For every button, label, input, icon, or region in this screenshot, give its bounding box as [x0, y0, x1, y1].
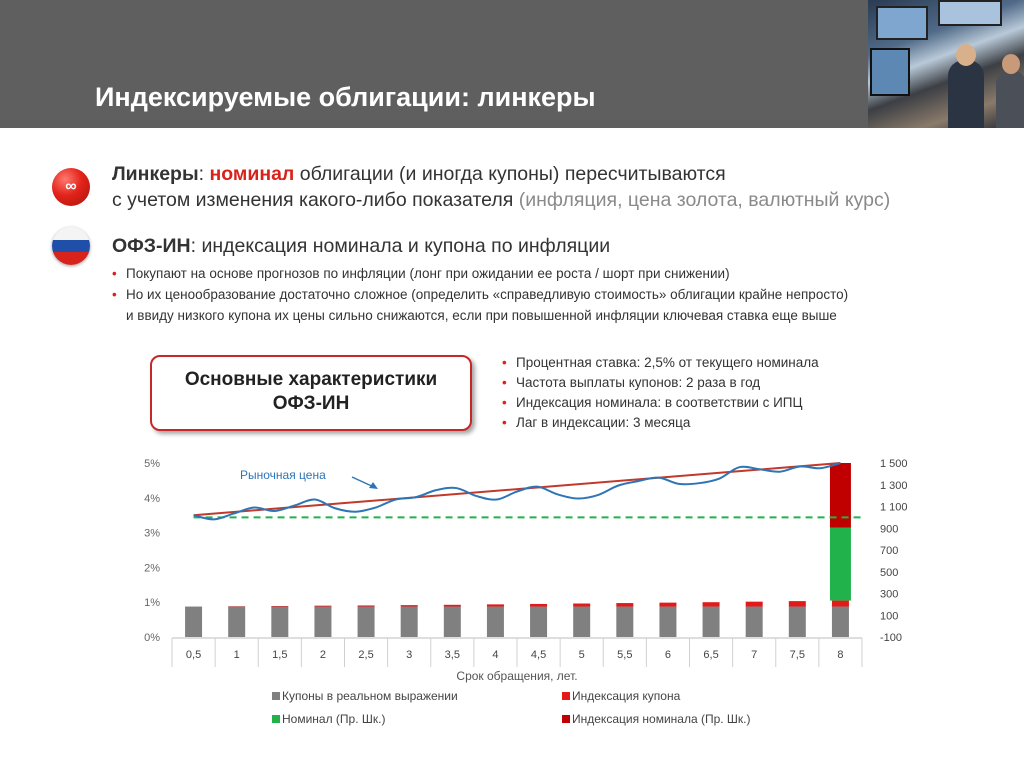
x-tick-label: 3 [406, 649, 413, 661]
right-axis-tick: 300 [880, 588, 899, 601]
bar-real-coupon [401, 607, 418, 637]
characteristics-item-3: • Индексация номинала: в соответствии с ИПЦ [502, 393, 819, 413]
x-tick-label: 2 [319, 649, 326, 661]
right-axis-tick: 500 [880, 566, 899, 579]
bar-coupon-indexation [832, 601, 849, 607]
x-tick-label: 7,5 [789, 649, 805, 661]
bar-real-coupon [314, 607, 331, 637]
bar-real-coupon [185, 607, 202, 637]
bar-coupon-indexation [789, 601, 806, 606]
x-tick-label: 6,5 [703, 649, 719, 661]
x-axis-title: Срок обращения, лет. [456, 669, 578, 683]
bar-real-coupon [746, 607, 763, 637]
page-title: Индексируемые облигации: линкеры [95, 82, 596, 112]
bar-coupon-indexation [444, 605, 461, 607]
legend-label: Индексация купона [572, 689, 681, 703]
bar-real-coupon [616, 607, 633, 637]
bar-coupon-indexation [703, 602, 720, 606]
bar-coupon-indexation [401, 605, 418, 606]
bar-real-coupon [659, 607, 676, 637]
link-icon: ∞ [52, 168, 90, 206]
x-tick-label: 4 [492, 649, 499, 661]
bar-real-coupon [358, 607, 375, 637]
ofz-bullet-2-cont: и ввиду низкого купона их цены сильно снижаются, если при повышенной инфляции ключевая ставка еще выше [126, 308, 837, 323]
ofz-bullet-2: • Но их ценообразование достаточно сложное (определить «справедливую стоимость» облигации крайне непросто) [112, 284, 848, 305]
bar-coupon-indexation [573, 604, 590, 607]
bar-nominal [830, 528, 851, 601]
bar-real-coupon [228, 607, 245, 637]
bar-real-coupon [789, 607, 806, 637]
x-tick-label: 6 [664, 649, 671, 661]
bar-coupon-indexation [314, 606, 331, 607]
x-tick-label: 0,5 [185, 649, 202, 661]
bar-coupon-indexation [358, 605, 375, 606]
legend-label: Индексация номинала (Пр. Шк.) [572, 712, 751, 726]
bar-coupon-indexation [271, 606, 288, 607]
left-axis-tick: 2% [144, 562, 160, 575]
bar-coupon-indexation [530, 604, 547, 607]
left-axis-tick: 0% [144, 632, 160, 644]
x-tick-label: 1 [233, 649, 240, 661]
left-axis-tick: 4% [144, 492, 160, 505]
x-tick-label: 4,5 [530, 649, 547, 661]
linkers-label: Линкеры [112, 163, 199, 185]
legend-swatch [272, 692, 280, 700]
bar-coupon-indexation [616, 603, 633, 606]
bar-real-coupon [703, 607, 720, 637]
left-axis-tick: 3% [144, 527, 160, 540]
legend-swatch [562, 715, 570, 723]
linkers-line-1-rest: облигации (и иногда купоны) пересчитываются [294, 163, 726, 185]
x-tick-label: 8 [837, 649, 844, 661]
bar-real-coupon [271, 607, 288, 637]
right-axis-tick: 1 100 [880, 501, 908, 514]
right-axis-tick: 1 300 [880, 479, 908, 492]
right-axis-tick: -100 [880, 632, 903, 644]
right-axis-tick: 900 [880, 523, 899, 536]
bar-coupon-indexation [487, 604, 504, 606]
left-axis-tick: 1% [144, 597, 160, 610]
ofz-heading-rest: : индексация номинала и купона по инфляции [190, 235, 611, 257]
right-axis-tick: 1 500 [880, 458, 908, 470]
bar-real-coupon [832, 607, 849, 637]
x-tick-label: 2,5 [358, 649, 374, 661]
x-tick-label: 5,5 [617, 649, 633, 661]
bar-real-coupon [573, 607, 590, 637]
colon: : [198, 163, 210, 185]
legend-swatch [272, 715, 280, 723]
bar-coupon-indexation [746, 602, 763, 607]
legend-label: Номинал (Пр. Шк.) [282, 712, 386, 726]
characteristics-item-1: • Процентная ставка: 2,5% от текущего номинала [502, 353, 819, 373]
bar-coupon-indexation [659, 603, 676, 607]
x-tick-label: 1,5 [272, 649, 288, 661]
x-tick-label: 7 [751, 649, 758, 661]
linkers-line-2-gray: (инфляция, цена золота, валютный курс) [518, 189, 891, 211]
nominal-word: номинал [209, 163, 295, 185]
right-axis-tick: 100 [880, 610, 899, 623]
bar-real-coupon [444, 607, 461, 637]
linkers-line-2-main: с учетом изменения какого-либо показателя [112, 189, 519, 211]
characteristics-item-4: • Лаг в индексации: 3 месяца [502, 413, 819, 433]
legend-swatch [562, 692, 570, 700]
characteristics-item-2: • Частота выплаты купонов: 2 раза в год [502, 373, 819, 393]
characteristics-title-2: ОФЗ-ИН [272, 393, 350, 414]
market-price-label: Рыночная цена [240, 468, 326, 482]
ofz-bullet-1: • Покупают на основе прогнозов по инфляции (лонг при ожидании ее роста / шорт при снижении) [112, 263, 848, 284]
bar-real-coupon [530, 607, 547, 637]
left-axis-tick: 5% [144, 458, 160, 470]
characteristics-title-1: Основные характеристики [184, 369, 438, 390]
legend-label: Купоны в реальном выражении [282, 689, 458, 703]
x-tick-label: 5 [578, 649, 585, 661]
x-tick-label: 3,5 [444, 649, 460, 661]
right-axis-tick: 700 [880, 545, 899, 557]
ofz-label: ОФЗ-ИН [112, 235, 191, 257]
bar-real-coupon [487, 607, 504, 637]
